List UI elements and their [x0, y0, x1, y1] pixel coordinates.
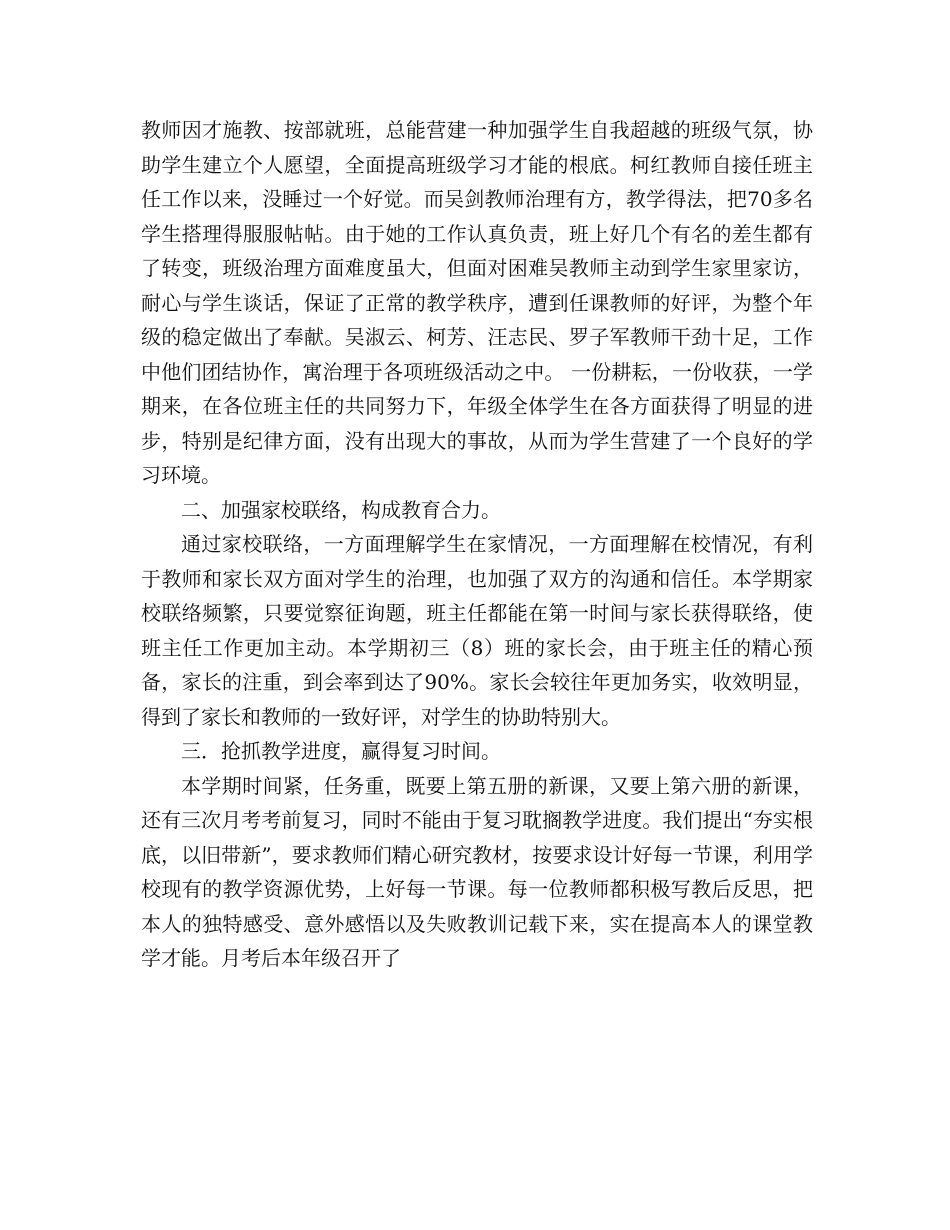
section-heading-3: 三．抢抓教学进度，赢得复习时间。: [181, 739, 501, 763]
body-paragraph-3: 本学期时间紧，任务重，既要上第五册的新课，又要上第六册的新课，还有三次月考考前复习，同时不能由于复习耽搁教学进度。我们提出“夯实根底，以旧带新”，要求教师们精心研究教材，按要求设计好每一节课，利用学校现有的教学资源优势，上好每一节课。每一位教师都积极写教后反思，把本人的独特感受、意外感悟以及失败教训记载下来，实在提高本人的课堂教学才能。月考后本年级召开了: [141, 773, 813, 970]
document-page: [141, 113, 813, 976]
body-paragraph-1: 教师因才施教、按部就班，总能营建一种加强学生自我超越的班级气氛，协助学生建立个人愿望，全面提高班级学习才能的根底。柯红教师自接任班主任工作以来，没睡过一个好觉。而吴剑教师治理有方，教学得法，把70多名学生搭理得服服帖帖。由于她的工作认真负责，班上好几个有名的差生都有了转变，班级治理方面难度虽大，但面对困难吴教师主动到学生家里家访，耐心与学生谈话，保证了正常的教学秩序，遭到任课教师的好评，为整个年级的稳定做出了奉献。吴淑云、柯芳、汪志民、罗子军教师干劲十足，工作中他们团结协作，寓治理于各项班级活动之中。 一份耕耘，一份收获，一学期来，在各位班主任的共同努力下，年级全体学生在各方面获得了明显的进步，特别是纪律方面，没有出现大的事故，从而为学生营建了一个良好的学习环境。: [141, 118, 813, 487]
section-heading-2: 二、加强家校联络，构成教育合力。: [181, 497, 501, 522]
body-paragraph-2: 通过家校联络，一方面理解学生在家情况，一方面理解在校情况，有利于教师和家长双方面对学生的治理，也加强了双方的沟通和信任。本学期家校联络频繁，只要觉察征询题，班主任都能在第一时间与家长获得联络，使班主任工作更加主动。本学期初三（8）班的家长会，由于班主任的精心预备，家长的注重，到会率到达了90%。家长会较往年更加务实，收效明显，得到了家长和教师的一致好评，对学生的协助特别大。: [141, 532, 813, 729]
